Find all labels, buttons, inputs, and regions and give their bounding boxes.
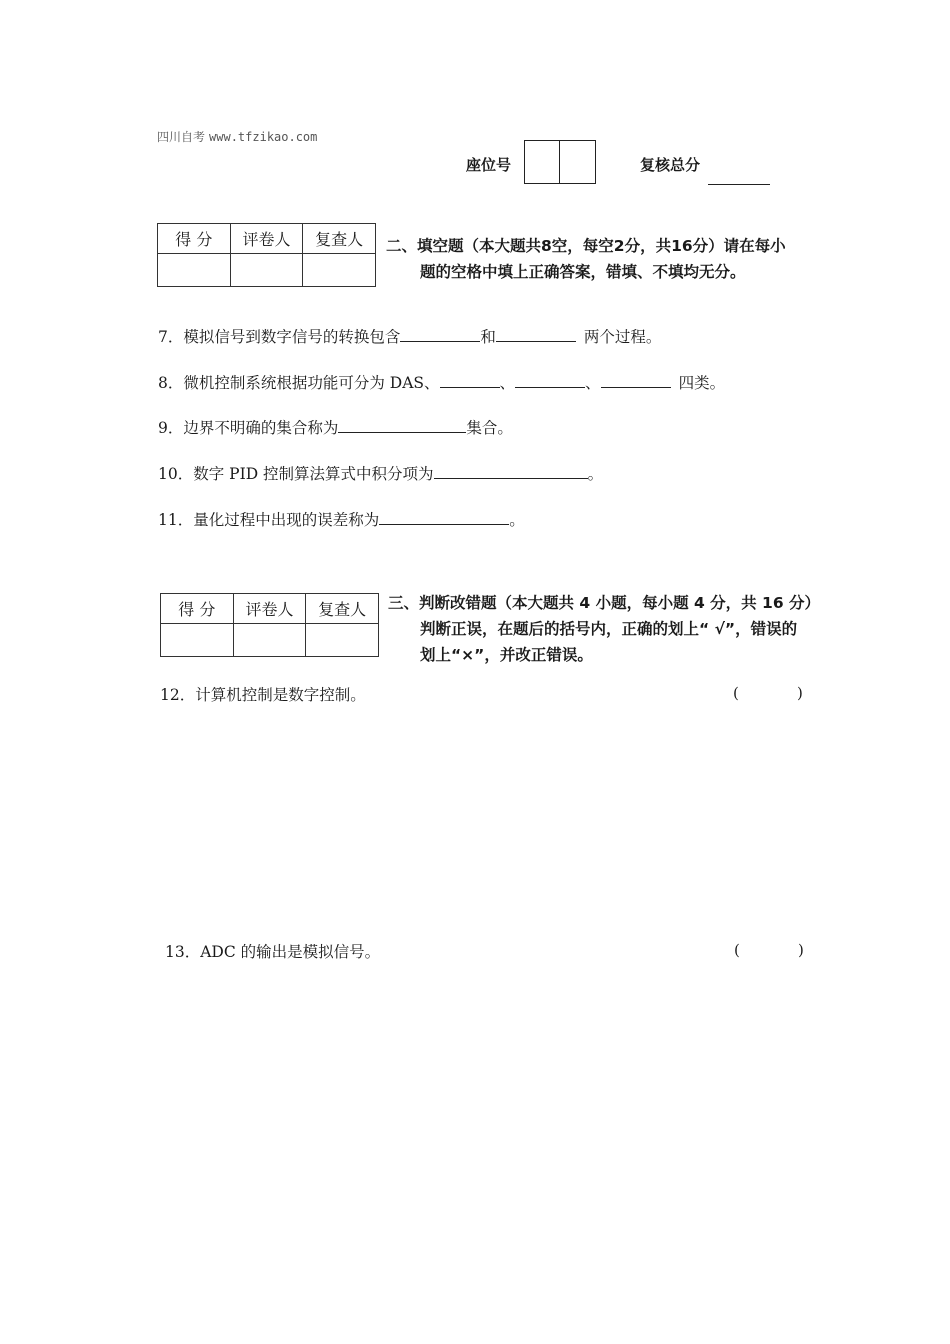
question-9 (158, 417, 513, 439)
question-10 (158, 463, 603, 485)
q7-suffix: 两个过程。 (583, 328, 662, 346)
question-8 (158, 372, 725, 394)
q12-paren-open: ( (733, 684, 739, 702)
q12-answer-slot[interactable] (745, 684, 795, 706)
q11-suffix: 。 (509, 511, 525, 529)
checker-cell[interactable] (306, 624, 379, 657)
score-cell[interactable] (161, 624, 234, 657)
grader-cell[interactable] (230, 254, 303, 287)
score-table-section2 (157, 223, 376, 287)
q8-sep-2: 、 (585, 374, 601, 392)
q9-prefix: 9．边界不明确的集合称为 (158, 419, 339, 437)
grader-header: 评卷人 (230, 224, 303, 254)
q13-answer-slot[interactable] (746, 941, 796, 963)
section2-instructions: 题的空格中填上正确答案，错填、不填均无分。 (420, 263, 746, 281)
question-12: 12．计算机控制是数字控制。 (160, 686, 366, 704)
q8-blank-2[interactable] (515, 373, 585, 388)
q13-paren-close: ) (798, 941, 804, 959)
q7-blank-2[interactable] (496, 327, 576, 342)
question-7 (158, 326, 661, 348)
section2-title: 二、填空题（本大题共8空，每空2分，共16分）请在每小 (386, 237, 786, 255)
grader-cell[interactable] (233, 624, 306, 657)
q10-prefix: 10．数字 PID 控制算法算式中积分项为 (158, 465, 434, 483)
q10-suffix: 。 (587, 465, 604, 483)
score-header: 得 分 (161, 594, 234, 624)
q8-suffix: 四类。 (678, 374, 726, 392)
review-total-label: 复核总分 (640, 156, 701, 174)
q8-blank-3[interactable] (601, 373, 671, 388)
q11-prefix: 11．量化过程中出现的误差称为 (158, 511, 380, 529)
checker-header: 复查人 (306, 594, 379, 624)
q7-prefix: 7．模拟信号到数字信号的转换包含 (158, 328, 401, 346)
seat-box-2[interactable] (560, 140, 596, 184)
score-cell[interactable] (158, 254, 231, 287)
q13-paren-open: ( (734, 941, 740, 959)
section3-instructions-2: 划上“×”，并改正错误。 (420, 646, 593, 664)
seat-number-label: 座位号 (466, 156, 512, 174)
section3-title: 三、判断改错题（本大题共 4 小题，每小题 4 分，共 16 分） (388, 594, 821, 612)
q8-prefix: 8．微机控制系统根据功能可分为 DAS、 (158, 374, 440, 392)
checker-cell[interactable] (303, 254, 376, 287)
question-11 (158, 509, 525, 531)
q11-blank[interactable] (379, 510, 509, 525)
section3-instructions-1: 判断正误，在题后的括号内，正确的划上“ √”，错误的 (420, 620, 798, 638)
site-url: www.tfzikao.com (209, 130, 318, 144)
site-name: 四川自考 (157, 130, 206, 144)
q7-mid: 和 (480, 328, 496, 346)
q9-suffix: 集合。 (466, 419, 513, 437)
seat-box-1[interactable] (524, 140, 560, 184)
q8-sep-1: 、 (499, 374, 516, 392)
seat-number-boxes[interactable] (524, 140, 596, 184)
q12-paren-close: ) (797, 684, 803, 702)
q7-blank-1[interactable] (400, 327, 480, 342)
review-total-blank[interactable] (708, 184, 770, 185)
score-header: 得 分 (158, 224, 231, 254)
q9-blank[interactable] (338, 418, 466, 433)
score-table-section3 (160, 593, 379, 657)
grader-header: 评卷人 (233, 594, 306, 624)
checker-header: 复查人 (303, 224, 376, 254)
question-13: 13．ADC 的输出是模拟信号。 (165, 943, 381, 961)
q10-blank[interactable] (434, 464, 588, 479)
q8-blank-1[interactable] (440, 373, 500, 388)
site-watermark (157, 128, 317, 145)
